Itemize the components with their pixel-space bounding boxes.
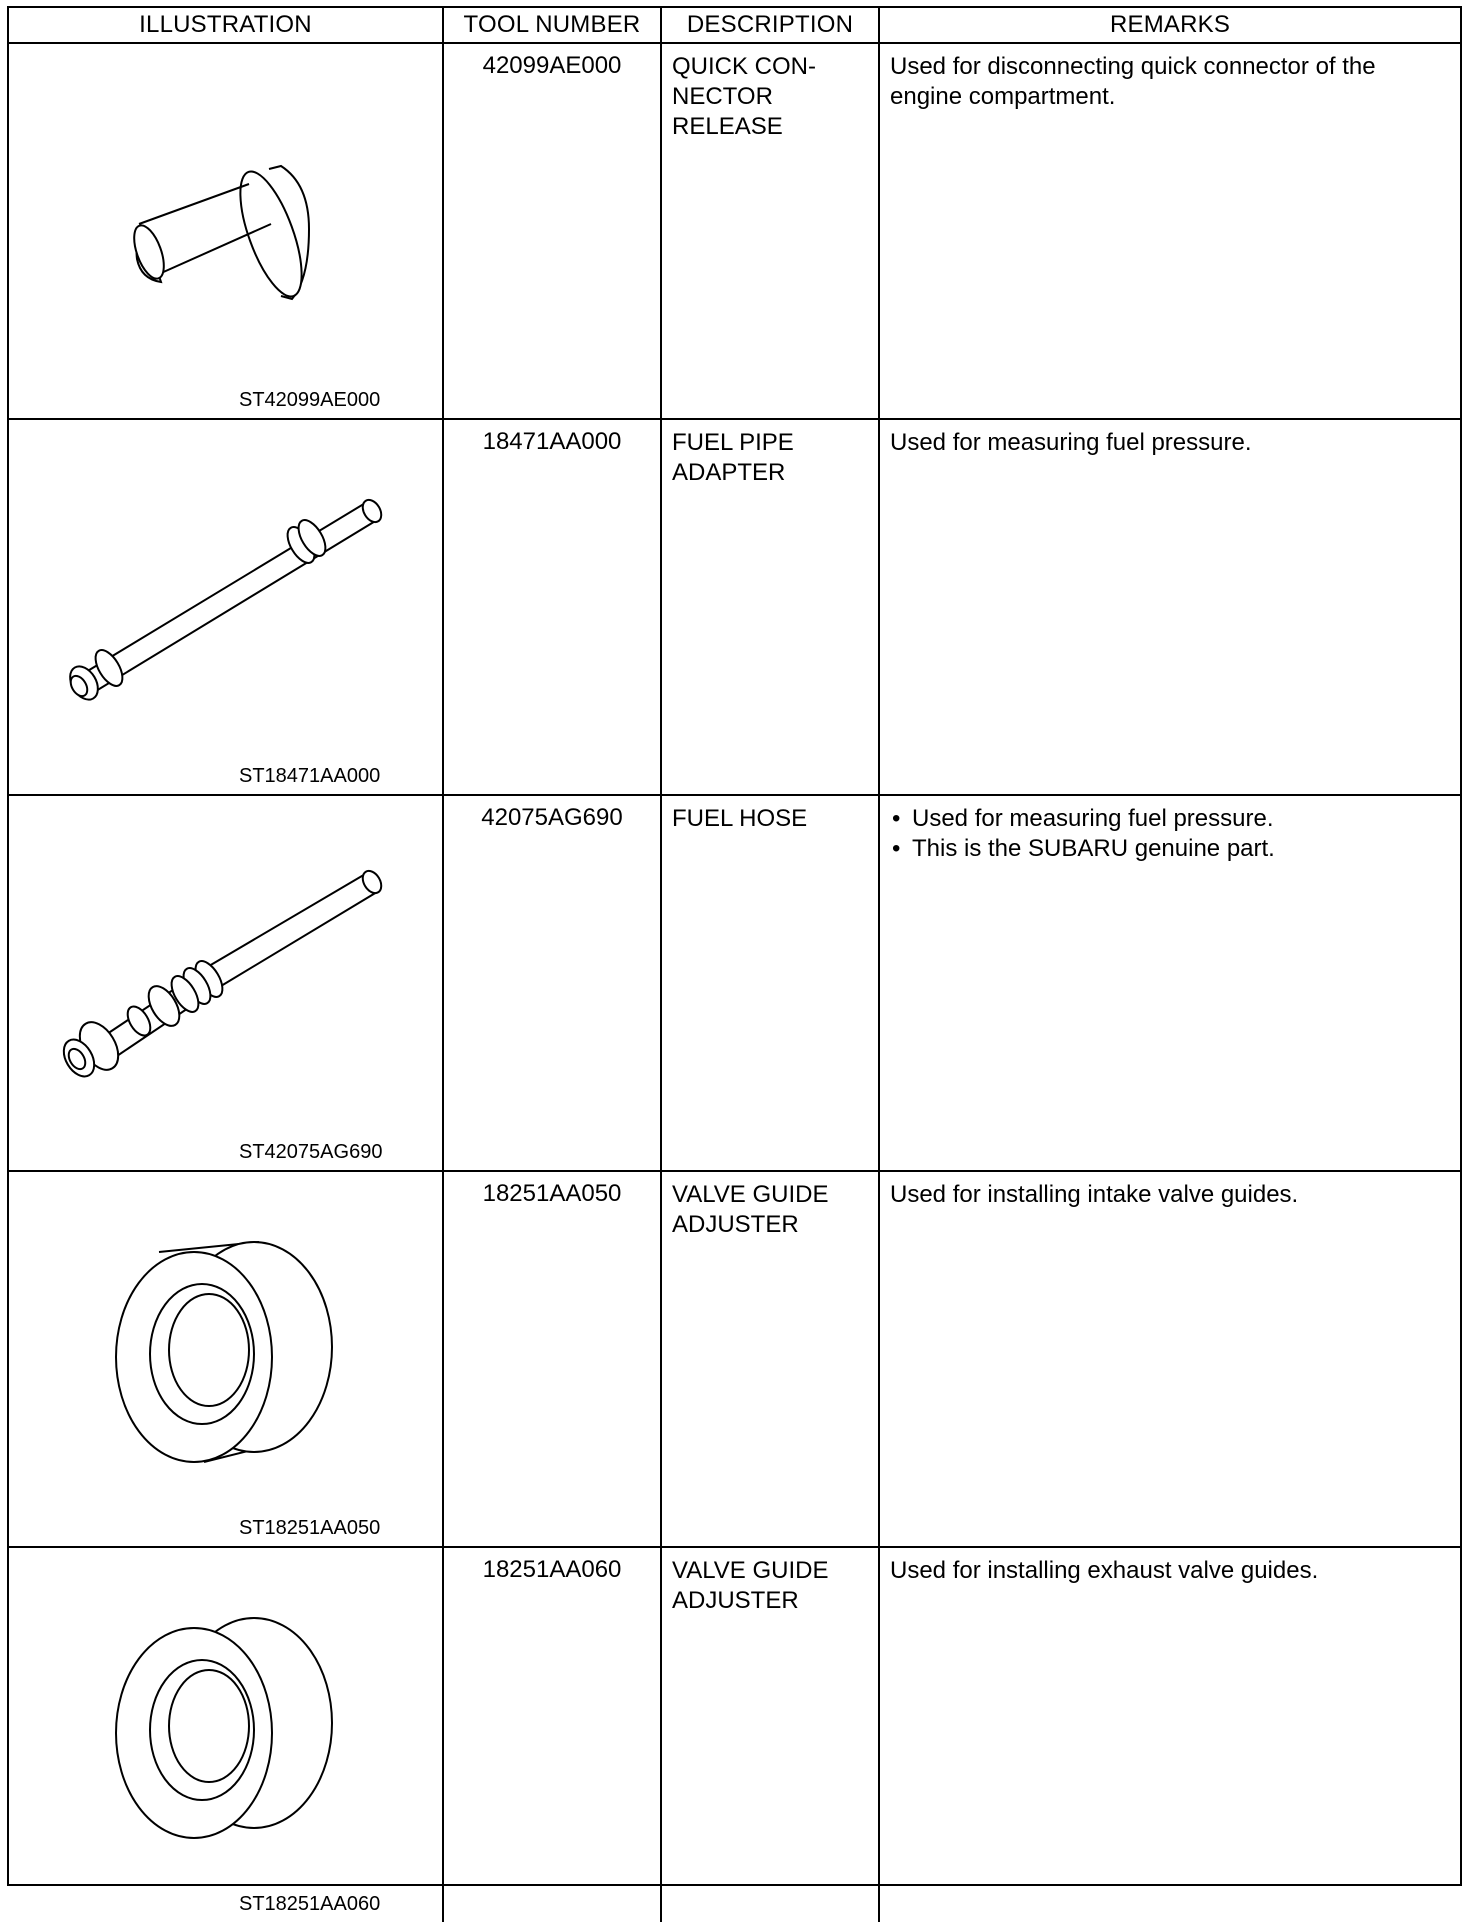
illustration-label: ST18251AA060 xyxy=(239,1893,381,1915)
tool-number: 18471AA000 xyxy=(443,419,661,795)
description-text: VALVE GUIDE ADJUSTER xyxy=(672,1557,829,1614)
quick-connector-release-illustration xyxy=(9,44,441,410)
tool-number: 42099AE000 xyxy=(443,43,661,419)
header-tool-number: TOOL NUMBER xyxy=(443,8,661,43)
remarks xyxy=(879,1171,1460,1547)
table-row xyxy=(9,419,1460,795)
description xyxy=(661,43,879,419)
remark-text: Used for measuring fuel pressure. xyxy=(890,429,1252,456)
table-row xyxy=(9,1547,1460,1922)
remark-text: Used for installing intake valve guides. xyxy=(890,1181,1299,1208)
tool-number: 42075AG690 xyxy=(443,795,661,1171)
description xyxy=(661,419,879,795)
illustration-label: ST42099AE000 xyxy=(239,389,381,411)
illustration-cell xyxy=(9,419,443,795)
illustration-cell xyxy=(9,795,443,1171)
header-description: DESCRIPTION xyxy=(661,8,879,43)
description xyxy=(661,795,879,1171)
illustration-cell xyxy=(9,1171,443,1547)
tool-number: 18251AA050 xyxy=(443,1171,661,1547)
illustration-cell xyxy=(9,43,443,419)
valve-guide-adjuster-exhaust-illustration xyxy=(9,1548,441,1914)
illustration-label: ST18471AA000 xyxy=(239,765,381,787)
description xyxy=(661,1547,879,1922)
header-remarks: REMARKS xyxy=(879,8,1460,43)
remarks xyxy=(879,795,1460,1171)
description-text: VALVE GUIDE ADJUSTER xyxy=(672,1181,829,1238)
illustration-cell xyxy=(9,1547,443,1922)
description-text: QUICK CON- NECTOR RELEASE xyxy=(672,53,816,140)
remark-text: Used for installing exhaust valve guides. xyxy=(890,1557,1319,1584)
illustration-label: ST42075AG690 xyxy=(239,1141,383,1163)
remarks xyxy=(879,419,1460,795)
description-text: FUEL PIPE ADAPTER xyxy=(672,429,794,486)
header-illustration: ILLUSTRATION xyxy=(9,8,443,43)
valve-guide-adjuster-intake-illustration xyxy=(9,1172,441,1538)
table-row xyxy=(9,795,1460,1171)
description xyxy=(661,1171,879,1547)
tool-number: 18251AA060 xyxy=(443,1547,661,1922)
remarks xyxy=(879,43,1460,419)
remark-item: • Used for measuring fuel pressure. xyxy=(890,804,1450,834)
fuel-pipe-adapter-illustration xyxy=(9,420,441,786)
remarks xyxy=(879,1547,1460,1922)
table-row xyxy=(9,43,1460,419)
table-row xyxy=(9,1171,1460,1547)
remark-item: • This is the SUBARU genuine part. xyxy=(890,834,1450,864)
description-text: FUEL HOSE xyxy=(672,805,808,832)
illustration-label: ST18251AA050 xyxy=(239,1517,381,1539)
header-row xyxy=(9,8,1460,43)
remark-text: Used for disconnecting quick connector of the engine compartment. xyxy=(890,53,1376,110)
fuel-hose-illustration xyxy=(9,796,441,1162)
special-tools-table xyxy=(7,6,1462,1915)
